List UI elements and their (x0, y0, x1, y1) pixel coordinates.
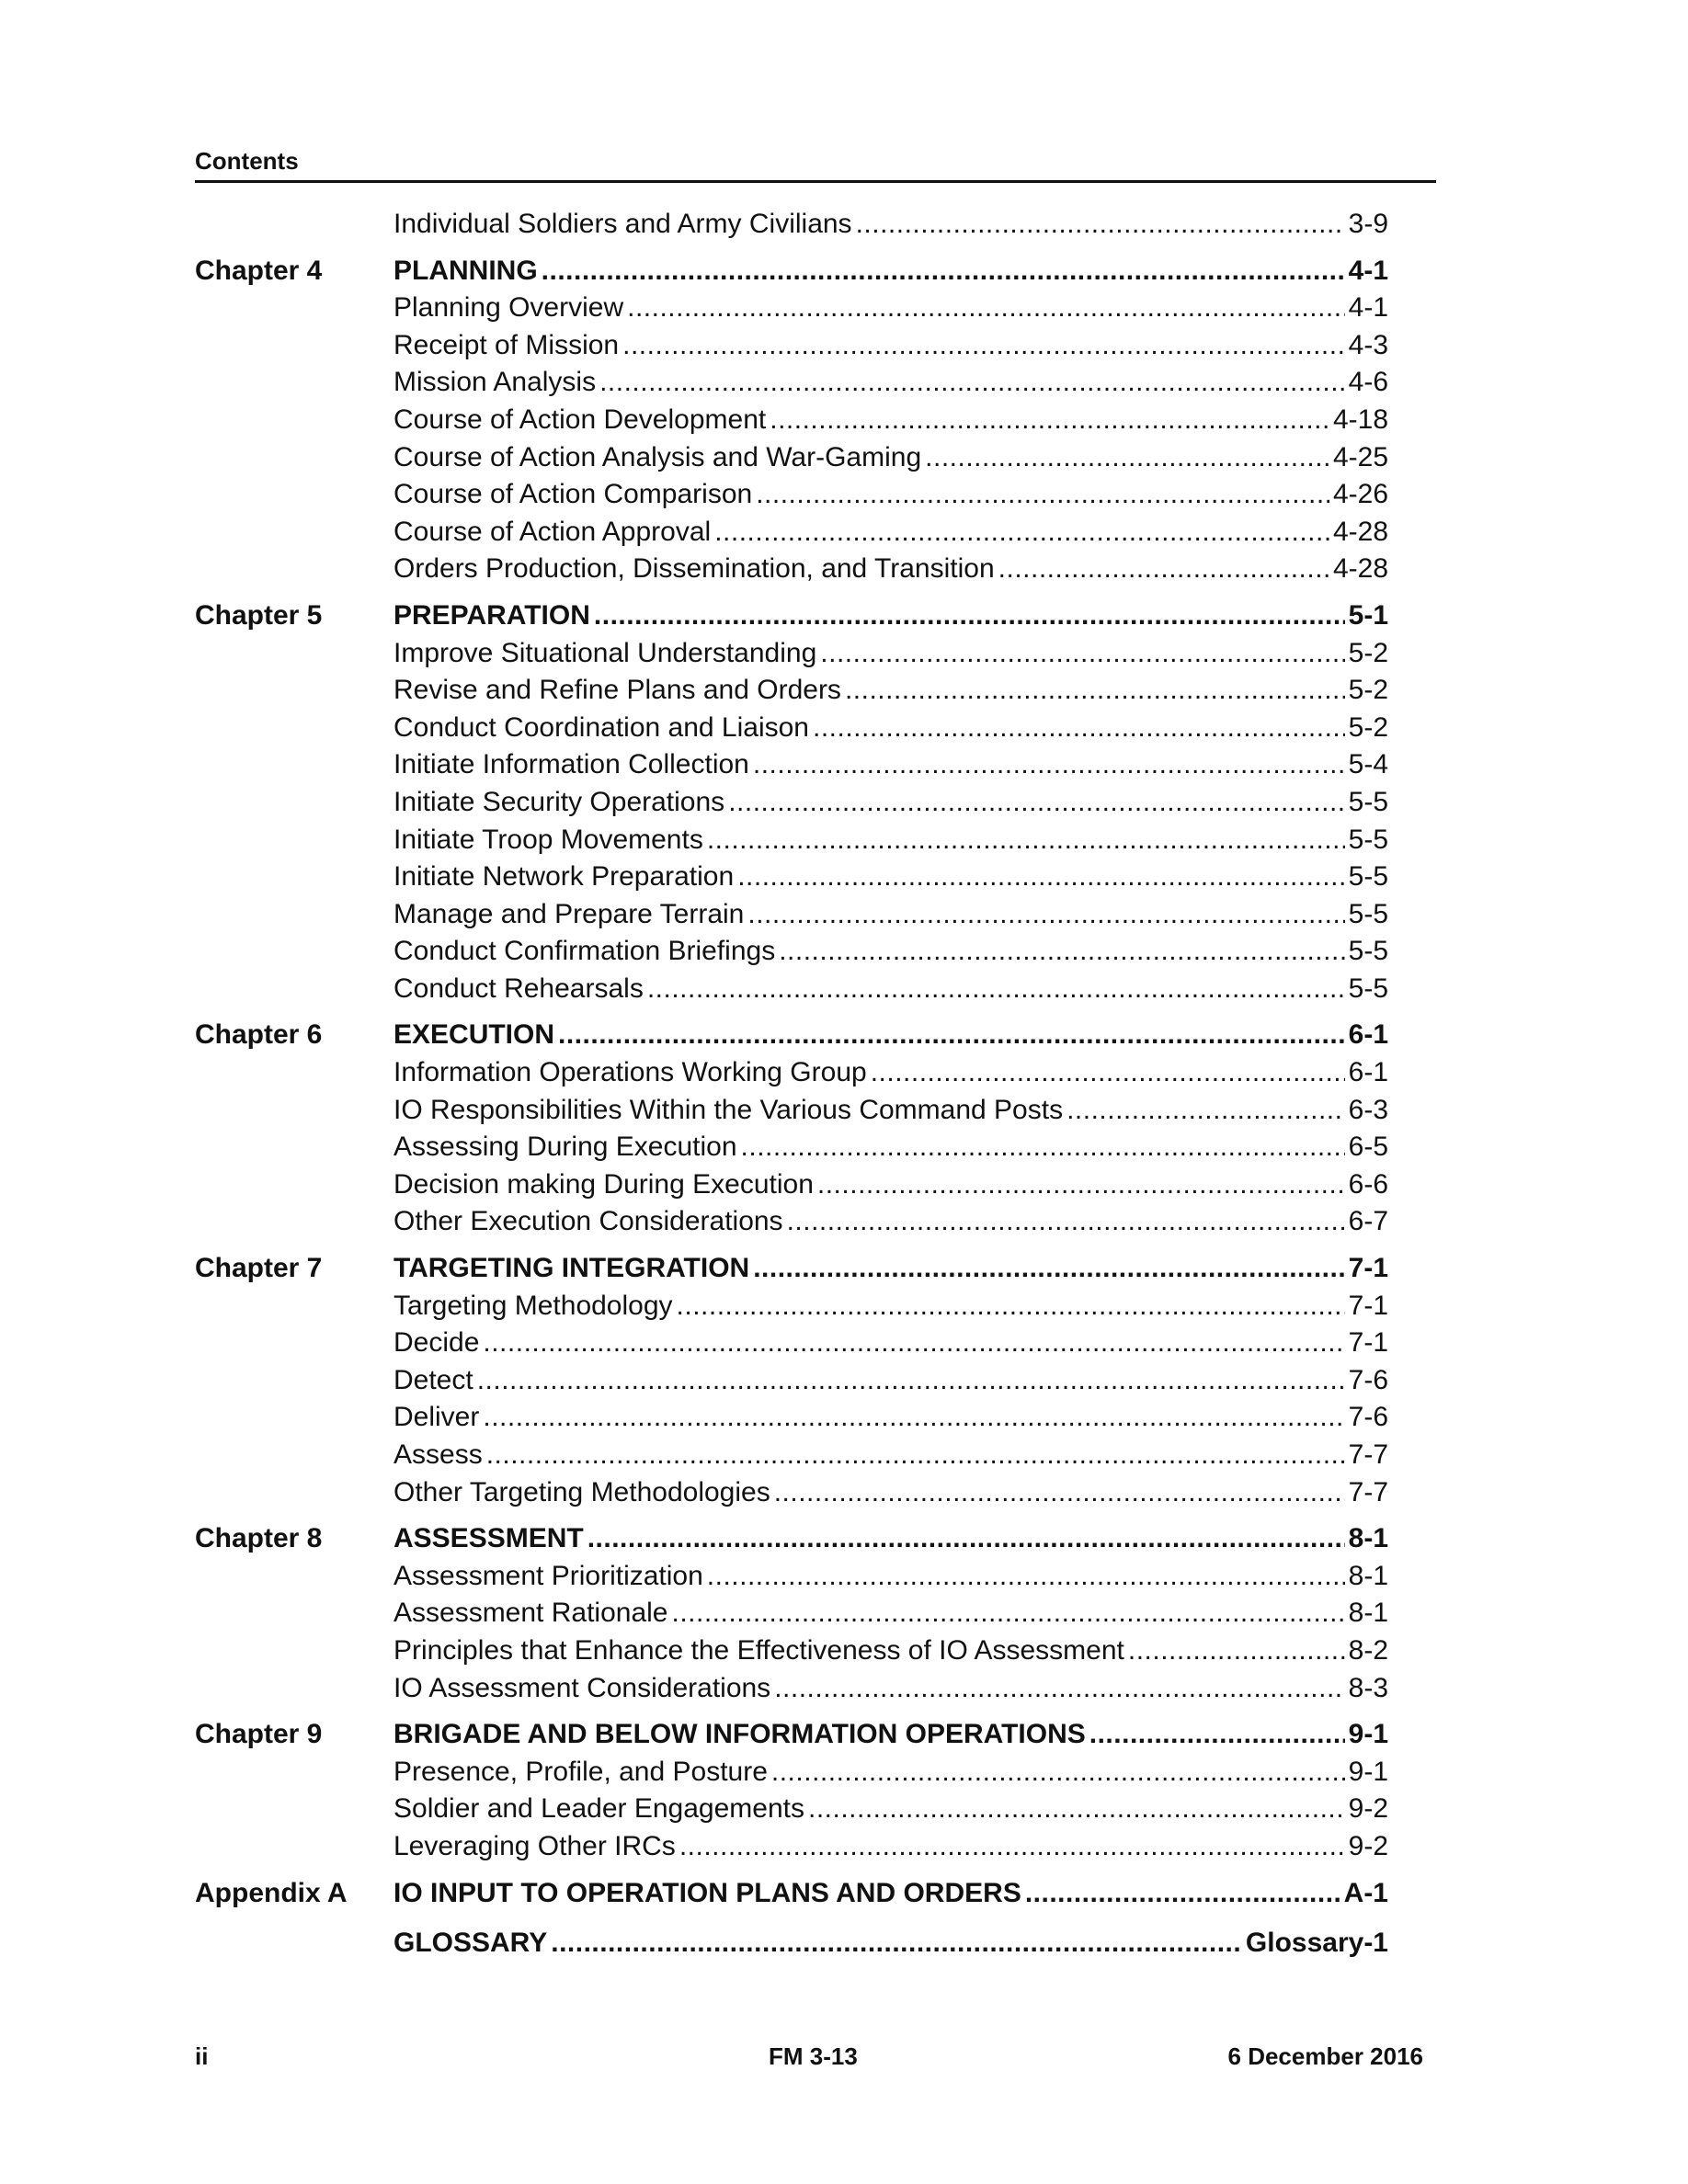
toc-title: TARGETING INTEGRATION (393, 1253, 750, 1284)
toc-title: PREPARATION (393, 599, 590, 631)
toc-dot-leader (587, 1520, 1345, 1557)
toc-entry (195, 784, 1388, 822)
toc-row (393, 1828, 1388, 1865)
toc-row (393, 1054, 1388, 1091)
toc-page-number: 7-6 (1348, 1364, 1388, 1395)
toc-chapter-label: Chapter 7 (195, 1253, 323, 1284)
toc-dot-leader (483, 1399, 1344, 1436)
toc-title: Other Targeting Methodologies (393, 1476, 770, 1507)
toc-row (393, 476, 1388, 513)
table-of-contents (195, 206, 1388, 1962)
toc-page-number: 9-1 (1348, 1719, 1388, 1750)
toc-row (393, 1791, 1388, 1827)
toc-chapter-entry (195, 1520, 1388, 1558)
toc-entry (195, 1474, 1388, 1512)
toc-page-number: 6-1 (1348, 1057, 1388, 1088)
toc-dot-leader (756, 476, 1329, 513)
toc-entry (195, 672, 1388, 710)
toc-page-number: 5-2 (1348, 637, 1388, 668)
toc-title: Conduct Confirmation Briefings (393, 936, 776, 967)
toc-chapter-label: Chapter 9 (195, 1719, 323, 1750)
toc-entry (195, 1632, 1388, 1670)
toc-entry (195, 1437, 1388, 1474)
toc-page-number: 7-6 (1348, 1402, 1388, 1433)
toc-title: EXECUTION (393, 1019, 555, 1051)
toc-title: Initiate Security Operations (393, 786, 725, 817)
toc-entry (195, 1203, 1388, 1241)
toc-title: ASSESSMENT (393, 1523, 584, 1554)
toc-page-number: 7-1 (1348, 1290, 1388, 1321)
toc-row (393, 1362, 1388, 1399)
toc-entry (195, 896, 1388, 934)
toc-chapter-label: Chapter 5 (195, 599, 323, 631)
toc-title: Course of Action Comparison (393, 479, 753, 510)
toc-title: Principles that Enhance the Effectiveness of IO Assessment (393, 1634, 1124, 1666)
toc-title: Orders Production, Dissemination, and Transition (393, 553, 995, 585)
toc-row (393, 327, 1388, 364)
toc-page-number: 9-2 (1348, 1830, 1388, 1861)
toc-row (393, 1716, 1388, 1753)
toc-dot-leader (820, 635, 1344, 672)
toc-row (393, 1632, 1388, 1669)
toc-title: Targeting Methodology (393, 1290, 673, 1321)
toc-chapter-label: Chapter 6 (195, 1019, 323, 1051)
toc-title: Initiate Troop Movements (393, 824, 703, 855)
toc-entry (195, 1399, 1388, 1437)
toc-row (393, 784, 1388, 821)
toc-page-number: Glossary-1 (1245, 1928, 1388, 1959)
toc-entry (195, 746, 1388, 784)
toc-entry (195, 1558, 1388, 1596)
toc-dot-leader (774, 1474, 1345, 1511)
toc-page-number: 9-2 (1348, 1793, 1388, 1825)
toc-dot-leader (486, 1437, 1345, 1473)
toc-row (393, 1203, 1388, 1240)
toc-row (393, 597, 1388, 634)
toc-dot-leader (483, 1325, 1344, 1361)
toc-row (393, 514, 1388, 551)
toc-dot-leader (679, 1828, 1345, 1865)
toc-entry (195, 1325, 1388, 1362)
toc-entry (195, 710, 1388, 747)
toc-entry (195, 1092, 1388, 1130)
toc-title: Presence, Profile, and Posture (393, 1756, 768, 1787)
toc-dot-leader (627, 290, 1345, 326)
toc-entry (195, 1595, 1388, 1632)
toc-row (393, 971, 1388, 1007)
toc-page-number: 4-1 (1348, 292, 1388, 324)
toc-row (393, 364, 1388, 401)
toc-title: Assessment Prioritization (393, 1560, 703, 1591)
toc-title: Assessment Rationale (393, 1598, 668, 1629)
toc-entry (195, 1925, 1388, 1962)
toc-title: Mission Analysis (393, 367, 597, 398)
toc-title: Course of Action Development (393, 404, 767, 435)
toc-page-number: 7-1 (1348, 1253, 1388, 1284)
toc-page-number: 6-1 (1348, 1019, 1388, 1051)
toc-row (393, 1595, 1388, 1632)
toc-title: Decision making During Execution (393, 1168, 814, 1200)
toc-title: Planning Overview (393, 292, 624, 324)
toc-dot-leader (747, 896, 1344, 933)
toc-title: Conduct Coordination and Liaison (393, 711, 809, 743)
footer-date: 6 December 2016 (1227, 2042, 1423, 2070)
toc-entry (195, 439, 1388, 477)
toc-title: Soldier and Leader Engagements (393, 1793, 804, 1825)
toc-page-number: 4-3 (1348, 329, 1388, 360)
toc-title: IO Assessment Considerations (393, 1672, 771, 1703)
toc-row (393, 1129, 1388, 1166)
toc-entry (195, 1288, 1388, 1325)
toc-row (393, 1875, 1388, 1912)
toc-dot-leader (779, 933, 1344, 970)
toc-title: IO Responsibilities Within the Various Command Posts (393, 1094, 1064, 1125)
toc-dot-leader (741, 1129, 1345, 1166)
toc-page-number: 4-25 (1332, 441, 1388, 472)
toc-dot-leader (542, 253, 1345, 290)
toc-title: Course of Action Analysis and War-Gaming (393, 441, 922, 472)
toc-dot-leader (551, 1925, 1242, 1962)
toc-row (393, 1474, 1388, 1511)
toc-row (393, 746, 1388, 783)
toc-chapter-entry (195, 597, 1388, 635)
toc-title: Revise and Refine Plans and Orders (393, 675, 841, 706)
toc-page-number: 4-28 (1332, 553, 1388, 585)
toc-row (393, 1166, 1388, 1203)
toc-page-number: 9-1 (1348, 1756, 1388, 1787)
toc-entry (195, 514, 1388, 552)
toc-chapter-entry (195, 253, 1388, 290)
toc-title: Deliver (393, 1402, 480, 1433)
toc-page-number: 4-1 (1348, 255, 1388, 286)
toc-entry (195, 1754, 1388, 1792)
toc-dot-leader (753, 746, 1345, 783)
toc-row (393, 439, 1388, 476)
toc-page-number: 4-18 (1332, 404, 1388, 435)
toc-entry (195, 1791, 1388, 1828)
toc-page-number: 5-5 (1348, 786, 1388, 817)
toc-row (393, 402, 1388, 438)
toc-dot-leader (671, 1595, 1344, 1632)
toc-entry (195, 1166, 1388, 1204)
toc-dot-leader (558, 1017, 1345, 1053)
toc-page-number: 7-7 (1348, 1476, 1388, 1507)
toc-row (393, 635, 1388, 672)
toc-chapter-entry (195, 1875, 1388, 1913)
footer-publication: FM 3-13 (769, 2042, 858, 2070)
toc-row (393, 253, 1388, 290)
toc-chapter-label: Appendix A (195, 1877, 348, 1908)
toc-entry (195, 327, 1388, 365)
toc-dot-leader (707, 822, 1345, 859)
toc-row (393, 206, 1388, 243)
toc-page-number: 5-1 (1348, 599, 1388, 631)
toc-page-number: 5-5 (1348, 936, 1388, 967)
toc-dot-leader (677, 1288, 1345, 1325)
toc-row (393, 1754, 1388, 1791)
toc-dot-leader (1128, 1632, 1345, 1669)
toc-page-number: 5-2 (1348, 675, 1388, 706)
toc-title: BRIGADE AND BELOW INFORMATION OPERATIONS (393, 1719, 1086, 1750)
toc-page-number: 4-28 (1332, 516, 1388, 547)
toc-title: PLANNING (393, 255, 538, 286)
toc-dot-leader (477, 1362, 1345, 1399)
toc-row (393, 1670, 1388, 1707)
toc-page-number: 5-2 (1348, 711, 1388, 743)
toc-dot-leader (856, 206, 1345, 243)
toc-dot-leader (817, 1166, 1345, 1203)
toc-dot-leader (599, 364, 1345, 401)
toc-entry (195, 1670, 1388, 1708)
toc-row (393, 1325, 1388, 1361)
toc-dot-leader (714, 514, 1329, 551)
toc-dot-leader (774, 1670, 1344, 1707)
toc-dot-leader (845, 672, 1345, 709)
toc-title: Detect (393, 1364, 473, 1395)
toc-title: Conduct Rehearsals (393, 973, 644, 1004)
toc-dot-leader (753, 1250, 1344, 1287)
toc-page-number: 7-7 (1348, 1439, 1388, 1470)
toc-entry (195, 859, 1388, 896)
toc-entry (195, 822, 1388, 859)
toc-entry (195, 1129, 1388, 1166)
toc-dot-leader (1066, 1092, 1345, 1129)
toc-title: Leveraging Other IRCs (393, 1830, 676, 1861)
toc-page-number: 5-4 (1348, 749, 1388, 780)
toc-title: Decide (393, 1327, 480, 1359)
toc-entry (195, 1828, 1388, 1866)
toc-title: Initiate Network Preparation (393, 861, 735, 893)
toc-title: Initiate Information Collection (393, 749, 749, 780)
toc-entry (195, 290, 1388, 327)
toc-row (393, 1399, 1388, 1436)
toc-page-number: 5-5 (1348, 973, 1388, 1004)
toc-dot-leader (647, 971, 1345, 1007)
toc-row (393, 1250, 1388, 1287)
toc-page-number: A-1 (1343, 1877, 1388, 1908)
toc-chapter-entry (195, 1017, 1388, 1054)
toc-row (393, 710, 1388, 746)
toc-dot-leader (737, 859, 1344, 895)
toc-entry (195, 551, 1388, 588)
page-header (195, 147, 1436, 183)
toc-entry (195, 476, 1388, 514)
toc-dot-leader (622, 327, 1345, 364)
toc-page-number: 8-1 (1348, 1598, 1388, 1629)
toc-entry (195, 635, 1388, 673)
toc-title: Assessing During Execution (393, 1132, 737, 1163)
toc-row (393, 1437, 1388, 1473)
toc-entry (195, 933, 1388, 971)
toc-title: Course of Action Approval (393, 516, 712, 547)
toc-page-number: 4-6 (1348, 367, 1388, 398)
toc-page-number: 5-5 (1348, 861, 1388, 893)
toc-page-number: 5-5 (1348, 824, 1388, 855)
toc-page-number: 6-3 (1348, 1094, 1388, 1125)
toc-dot-leader (728, 784, 1344, 821)
toc-title: Individual Soldiers and Army Civilians (393, 209, 852, 239)
toc-row (393, 290, 1388, 326)
toc-dot-leader (770, 402, 1329, 438)
toc-entry (195, 971, 1388, 1008)
toc-entry (195, 402, 1388, 439)
toc-dot-leader (1025, 1875, 1340, 1912)
page-footer (195, 2042, 1423, 2076)
toc-page-number: 5-5 (1348, 898, 1388, 929)
toc-row (393, 551, 1388, 587)
toc-page-number: 8-1 (1348, 1523, 1388, 1554)
toc-page-number: 3-9 (1348, 209, 1388, 239)
toc-row (393, 1520, 1388, 1557)
toc-row (393, 896, 1388, 933)
toc-row (393, 1017, 1388, 1053)
toc-title: Improve Situational Understanding (393, 637, 817, 668)
toc-dot-leader (813, 710, 1345, 746)
toc-page-number: 6-5 (1348, 1132, 1388, 1163)
toc-page-number: 8-2 (1348, 1634, 1388, 1666)
toc-row (393, 933, 1388, 970)
toc-page-number: 6-7 (1348, 1206, 1388, 1237)
toc-dot-leader (871, 1054, 1345, 1091)
toc-dot-leader (707, 1558, 1345, 1595)
toc-dot-leader (808, 1791, 1345, 1827)
toc-dot-leader (771, 1754, 1345, 1791)
toc-entry (195, 364, 1388, 402)
footer-page-number: ii (195, 2042, 209, 2070)
toc-row (393, 822, 1388, 859)
toc-title: Assess (393, 1439, 483, 1470)
toc-dot-leader (1089, 1716, 1345, 1753)
toc-title: Other Execution Considerations (393, 1206, 783, 1237)
toc-title: Manage and Prepare Terrain (393, 898, 745, 929)
header-label: Contents (195, 147, 299, 175)
toc-title: IO INPUT TO OPERATION PLANS AND ORDERS (393, 1877, 1021, 1908)
toc-page-number: 8-1 (1348, 1560, 1388, 1591)
toc-page-number: 4-26 (1332, 479, 1388, 510)
toc-dot-leader (925, 439, 1329, 476)
toc-entry (195, 206, 1388, 244)
toc-title: GLOSSARY (393, 1928, 548, 1959)
toc-title: Receipt of Mission (393, 329, 620, 360)
toc-page-number: 6-6 (1348, 1168, 1388, 1200)
toc-row (393, 1558, 1388, 1595)
toc-chapter-entry (195, 1716, 1388, 1754)
toc-title: Information Operations Working Group (393, 1057, 867, 1088)
toc-row (393, 672, 1388, 709)
toc-row (393, 1288, 1388, 1325)
toc-entry (195, 1362, 1388, 1400)
toc-row (393, 1092, 1388, 1129)
toc-dot-leader (787, 1203, 1345, 1240)
toc-row (393, 859, 1388, 895)
toc-chapter-entry (195, 1250, 1388, 1288)
toc-page-number: 7-1 (1348, 1327, 1388, 1359)
toc-chapter-label: Chapter 4 (195, 255, 323, 286)
toc-row (393, 1925, 1388, 1962)
toc-entry (195, 1054, 1388, 1092)
toc-page-number: 8-3 (1348, 1672, 1388, 1703)
toc-dot-leader (998, 551, 1329, 587)
toc-dot-leader (594, 597, 1345, 634)
toc-chapter-label: Chapter 8 (195, 1523, 323, 1554)
